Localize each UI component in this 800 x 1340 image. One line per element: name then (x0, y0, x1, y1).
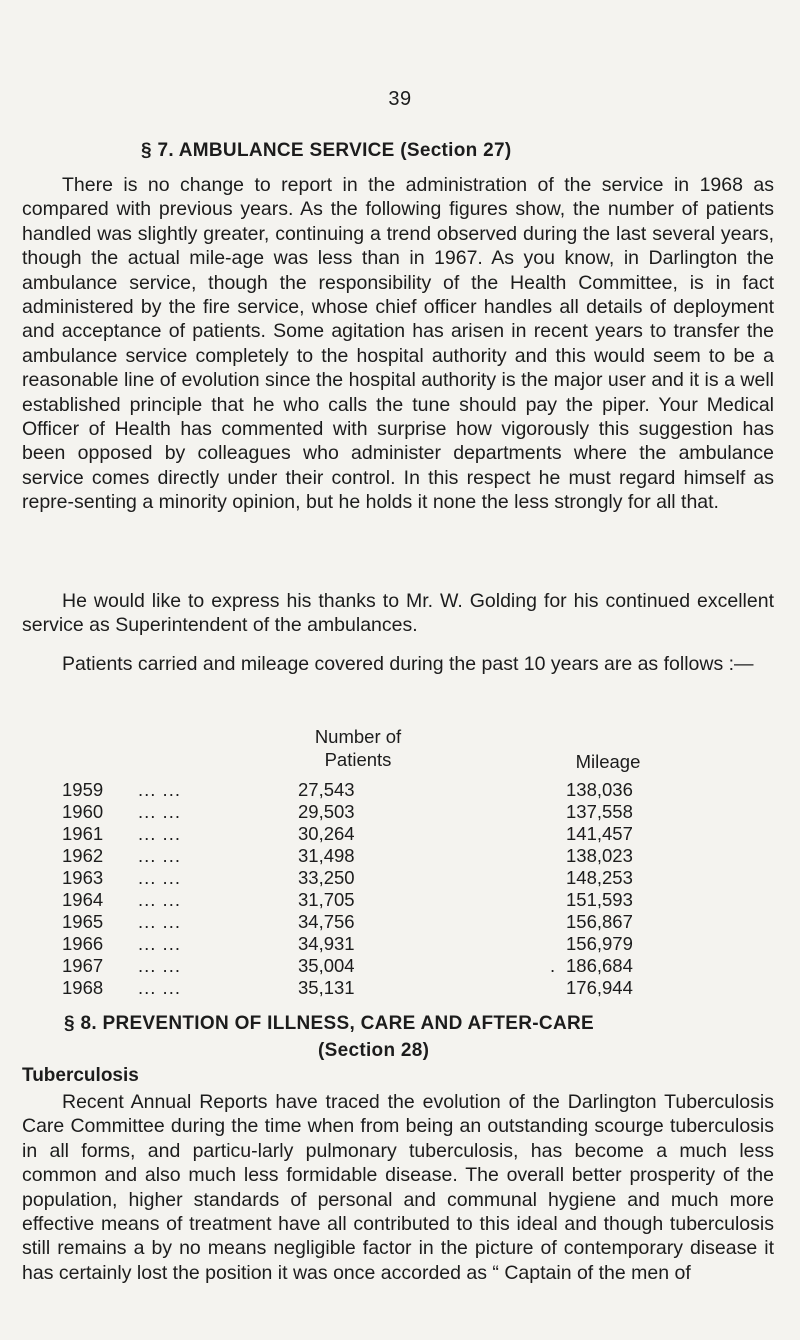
table-row (0, 867, 800, 889)
row-leader-dots: ... ... (138, 977, 181, 998)
section-7-paragraph-3-text: Patients carried and mileage covered during the past 10 years are as follows :— (62, 653, 754, 675)
patients-header-line-1: Number of (314, 726, 402, 747)
row-year: 1968 (62, 977, 104, 998)
patients-header-line-2: Patients (324, 749, 392, 770)
table-row (0, 779, 800, 801)
row-leader-dots: ... ... (138, 779, 181, 800)
row-mileage: 156,979 (566, 933, 633, 954)
table-row (0, 911, 800, 933)
row-year: 1962 (62, 845, 104, 866)
row-mileage: 151,593 (566, 889, 633, 910)
table-row (0, 889, 800, 911)
row-patients: 34,756 (298, 911, 355, 932)
table-row (0, 823, 800, 845)
section-8-paragraph-1-text: Recent Annual Reports have traced the evolution of the Darlington Tuberculosis Care Committee during the time when from being an outstanding scourge tuberculosis in all forms, and particu-larly pulmonary tuberculosis, has become a much less common and also much less formidable disease. The overall better prosperity of the population, higher standards of personal and communal hygiene and much more effective means of treatment have all contributed to this ideal and though tuberculosis still remains a by no means negligible factor in the picture of contemporary disease it has certainly lost the position it was once accorded as “ Captain of the men of (22, 1091, 774, 1284)
row-mileage: 176,944 (566, 977, 633, 998)
tuberculosis-subheading: Tuberculosis (22, 1065, 139, 1086)
row-year: 1964 (62, 889, 104, 910)
row-leader-dots: ... ... (138, 933, 181, 954)
row-mileage: 148,253 (566, 867, 633, 888)
row-leader-dots: ... ... (138, 845, 181, 866)
row-leader-dots: ... ... (138, 823, 181, 844)
row-year: 1967 (62, 955, 104, 976)
row-mileage: 141,457 (566, 823, 633, 844)
row-mileage: 138,023 (566, 845, 633, 866)
row-patients: 35,131 (298, 977, 355, 998)
row-patients: 29,503 (298, 801, 355, 822)
row-leader-dots: ... ... (138, 867, 181, 888)
table-row (0, 955, 800, 977)
row-year: 1965 (62, 911, 104, 932)
row-mileage: 156,867 (566, 911, 633, 932)
row-patients: 31,498 (298, 845, 355, 866)
row-mark: . (550, 955, 556, 976)
row-mileage: 186,684 (566, 955, 633, 976)
row-mileage: 138,036 (566, 779, 633, 800)
row-leader-dots: ... ... (138, 889, 181, 910)
row-year: 1966 (62, 933, 104, 954)
row-leader-dots: ... ... (138, 801, 181, 822)
row-leader-dots: ... ... (138, 955, 181, 976)
row-patients: 34,931 (298, 933, 355, 954)
section-8-heading: § 8. PREVENTION OF ILLNESS, CARE AND AFTER-CARE (64, 1013, 594, 1034)
table-row (0, 801, 800, 823)
mileage-header: Mileage (575, 751, 641, 772)
section-7-paragraph-3 (22, 652, 774, 676)
section-7-paragraph-2-text: He would like to express his thanks to Mr. W. Golding for his continued excellent service as Superintendent of the ambulances. (22, 590, 774, 637)
section-8-subtitle: (Section 28) (318, 1040, 430, 1061)
section-7-paragraph-2 (22, 589, 774, 638)
row-mileage: 137,558 (566, 801, 633, 822)
table-row (0, 977, 800, 999)
row-year: 1961 (62, 823, 104, 844)
row-patients: 27,543 (298, 779, 355, 800)
row-year: 1960 (62, 801, 104, 822)
row-patients: 30,264 (298, 823, 355, 844)
row-patients: 31,705 (298, 889, 355, 910)
table-row (0, 845, 800, 867)
row-year: 1959 (62, 779, 104, 800)
section-7-heading: § 7. AMBULANCE SERVICE (Section 27) (141, 140, 512, 161)
row-patients: 35,004 (298, 955, 355, 976)
row-patients: 33,250 (298, 867, 355, 888)
row-leader-dots: ... ... (138, 911, 181, 932)
row-year: 1963 (62, 867, 104, 888)
table-row (0, 933, 800, 955)
page-number: 39 (388, 88, 412, 110)
section-8-paragraph-1 (22, 1090, 774, 1285)
section-7-paragraph-1 (22, 173, 774, 515)
section-7-paragraph-1-text: There is no change to report in the administration of the service in 1968 as compared with previous years. As the following figures show, the number of patients handled was slightly greater, continuing a trend observed during the last several years, though the actual mile-age was less than in 1967. As you know, in Darlington the ambulance service, though the responsibility of the Health Committee, is in fact administered by the fire service, whose chief officer handles all details of deployment and acceptance of patients. Some agitation has arisen in recent years to transfer the ambulance service completely to the hospital authority and this would seem to be a reasonable line of evolution since the hospital authority is the major user and it is a well established principle that he who calls the tune should pay the piper. Your Medical Officer of Health has commented with surprise how vigorously this suggestion has been opposed by colleagues who administer departments where the ambulance service comes directly under their control. In this respect he must regard himself as repre-senting a minority opinion, but he holds it none the less strongly for all that. (22, 174, 774, 514)
